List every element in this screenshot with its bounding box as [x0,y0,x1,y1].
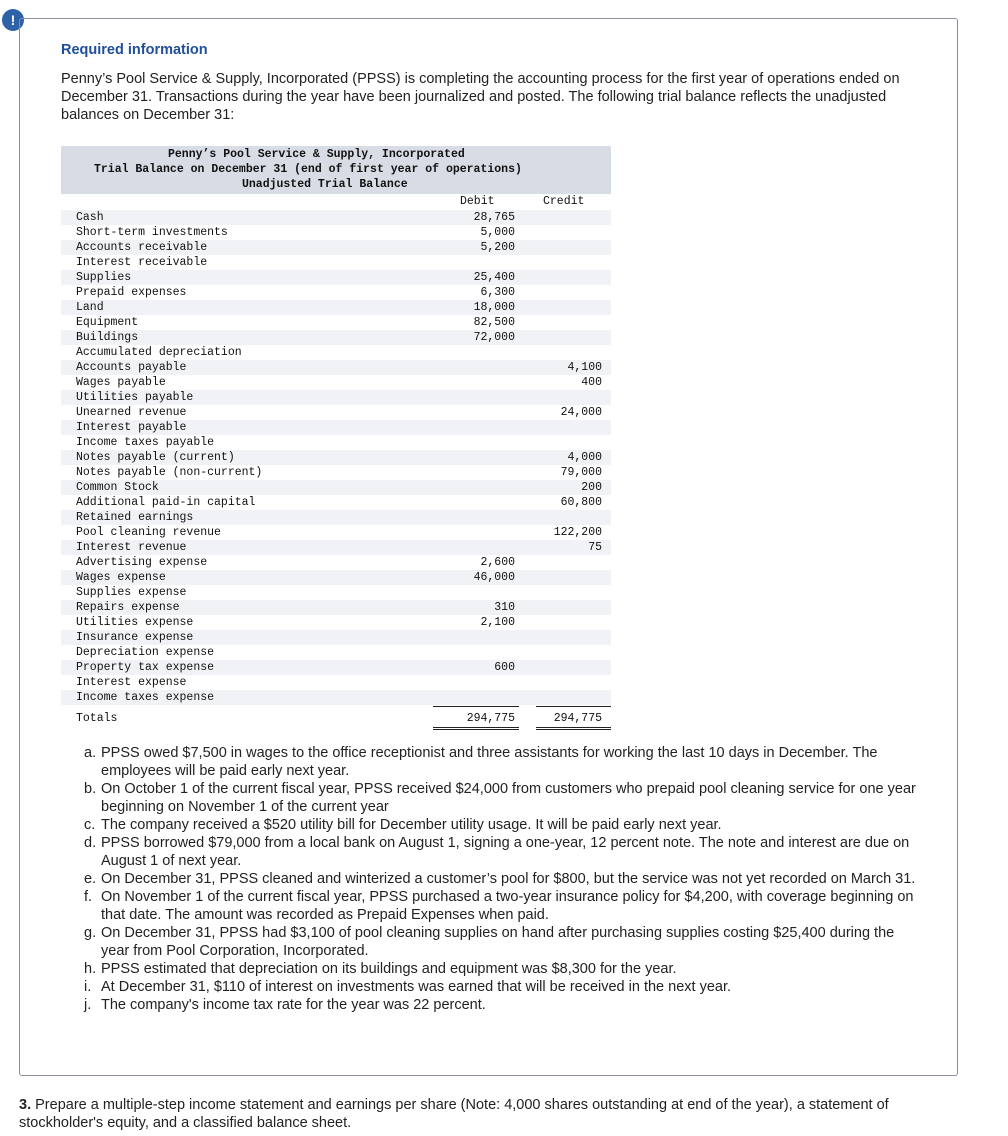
item-label: b. [84,781,97,797]
debit-amount: 6,300 [480,286,515,299]
list-item [84,996,924,1014]
table-row [61,255,611,270]
account-name: Insurance expense [76,631,194,644]
totals-label: Totals [76,712,118,725]
table-row [61,330,611,345]
item-label: g. [84,925,97,941]
trial-balance-caption: Unadjusted Trial Balance [242,178,408,191]
account-name: Buildings [76,331,139,344]
trial-balance-table [61,146,611,730]
account-name: Advertising expense [76,556,208,569]
item-label: f. [84,889,93,905]
trial-balance-subtitle: Trial Balance on December 31 (end of first year of operations) [94,163,522,176]
item-text: On October 1 of the current fiscal year, PPSS received $24,000 from customers who prepaid pool cleaning service for one year beginning on November 1 of the current year [101,781,916,815]
item-label: c. [84,817,96,833]
credit-amount: 122,200 [553,526,602,539]
debit-amount: 310 [494,601,515,614]
table-row [61,480,611,495]
table-row [61,270,611,285]
table-row [61,555,611,570]
account-name: Accounts payable [76,361,187,374]
account-name: Interest revenue [76,541,187,554]
account-name: Prepaid expenses [76,286,187,299]
list-item [84,924,924,960]
account-name: Depreciation expense [76,646,215,659]
item-label: a. [84,745,97,761]
credit-amount: 75 [588,541,602,554]
item-text: At December 31, $110 of interest on investments was earned that will be received in the next year. [101,979,732,995]
table-row [61,690,611,705]
item-text: On December 31, PPSS cleaned and winterized a customer’s pool for $800, but the service was not yet recorded on March 31. [101,871,916,887]
table-row [61,315,611,330]
account-name: Unearned revenue [76,406,187,419]
credit-amount: 24,000 [560,406,602,419]
table-row [61,300,611,315]
table-row [61,240,611,255]
account-name: Common Stock [76,481,159,494]
account-name: Notes payable (non-current) [76,466,263,479]
debit-amount: 5,200 [480,241,515,254]
account-name: Wages payable [76,376,166,389]
list-item [84,960,924,978]
debit-amount: 18,000 [473,301,515,314]
debit-amount: 25,400 [473,271,515,284]
item-text: On December 31, PPSS had $3,100 of pool cleaning supplies on hand after purchasing supplies costing $25,400 during the year from Pool Corporation, Incorporated. [101,925,895,959]
account-name: Notes payable (current) [76,451,235,464]
task-text: Prepare a multiple-step income statement and earnings per share (Note: 4,000 shares outstanding at end of the year), a statement of stockholder's equity, and a classified balance sheet. [19,1097,889,1131]
table-row [61,510,611,525]
table-row [61,570,611,585]
panel-title: Required information [61,42,208,58]
account-name: Utilities expense [76,616,194,629]
account-name: Accounts receivable [76,241,208,254]
credit-double-rule [536,727,611,730]
adjustment-items-list [84,744,924,1014]
credit-amount: 4,100 [567,361,602,374]
account-name: Interest receivable [76,256,208,269]
credit-amount: 79,000 [560,466,602,479]
table-row [61,405,611,420]
table-row [61,495,611,510]
table-row [61,525,611,540]
account-name: Interest expense [76,676,187,689]
trial-balance-header [61,146,611,194]
list-item [84,780,924,816]
company-name: Penny’s Pool Service & Supply, Incorporated [168,148,465,161]
account-name: Supplies [76,271,132,284]
credit-total-rule [536,706,611,707]
debit-amount: 5,000 [480,226,515,239]
account-name: Additional paid-in capital [76,496,256,509]
alert-icon: ! [2,9,24,31]
item-label: e. [84,871,97,887]
table-row [61,645,611,660]
trial-balance-rows [61,210,611,705]
credit-column-header: Credit [543,195,585,208]
list-item [84,816,924,834]
account-name: Cash [76,211,104,224]
debit-amount: 82,500 [473,316,515,329]
debit-double-rule [433,727,519,730]
debit-amount: 46,000 [473,571,515,584]
account-name: Income taxes expense [76,691,215,704]
table-row [61,630,611,645]
credit-amount: 60,800 [560,496,602,509]
account-name: Accumulated depreciation [76,346,242,359]
credit-total: 294,775 [553,712,602,725]
task-instruction [19,1096,959,1132]
table-row [61,465,611,480]
debit-amount: 72,000 [473,331,515,344]
item-label: i. [84,979,92,995]
item-text: PPSS borrowed $79,000 from a local bank on August 1, signing a one-year, 12 percent note. The note and interest are due on August 1 of next year. [101,835,910,869]
table-row [61,615,611,630]
item-text: The company received a $520 utility bill for December utility usage. It will be paid early next year. [101,817,722,833]
task-number: 3. [19,1097,32,1113]
table-row [61,600,611,615]
list-item [84,870,924,888]
list-item [84,744,924,780]
list-item [84,978,924,996]
account-name: Supplies expense [76,586,187,599]
table-row [61,435,611,450]
account-name: Short-term investments [76,226,228,239]
account-name: Income taxes payable [76,436,215,449]
intro-paragraph: Penny’s Pool Service & Supply, Incorporated (PPSS) is completing the accounting process for the first year of operations ended on December 31. Transactions during the year have been journalized and posted. The following trial balance reflects the unadjusted balances on December 31: [61,71,900,123]
item-label: j. [84,997,92,1013]
table-row [61,225,611,240]
debit-column-header: Debit [460,195,495,208]
column-headers [61,194,611,210]
debit-amount: 600 [494,661,515,674]
table-row [61,660,611,675]
debit-total: 294,775 [466,712,515,725]
table-row [61,360,611,375]
debit-amount: 28,765 [473,211,515,224]
table-row [61,285,611,300]
table-row [61,345,611,360]
table-row [61,210,611,225]
list-item [84,888,924,924]
item-label: d. [84,835,97,851]
item-label: h. [84,961,97,977]
table-row [61,390,611,405]
item-text: The company's income tax rate for the year was 22 percent. [101,997,486,1013]
table-row [61,375,611,390]
account-name: Land [76,301,104,314]
account-name: Pool cleaning revenue [76,526,221,539]
item-text: On November 1 of the current fiscal year, PPSS purchased a two-year insurance policy for $4,200, with coverage beginning on that date. The amount was recorded as Prepaid Expenses when paid. [101,889,914,923]
credit-amount: 4,000 [567,451,602,464]
account-name: Interest payable [76,421,187,434]
account-name: Repairs expense [76,601,180,614]
account-name: Wages expense [76,571,166,584]
totals-row [61,706,611,730]
account-name: Retained earnings [76,511,194,524]
debit-total-rule [433,706,519,707]
debit-amount: 2,100 [480,616,515,629]
list-item [84,834,924,870]
credit-amount: 400 [581,376,602,389]
item-text: PPSS owed $7,500 in wages to the office receptionist and three assistants for working the last 10 days in December. The employees will be paid early next year. [101,745,878,779]
debit-amount: 2,600 [480,556,515,569]
table-row [61,675,611,690]
credit-amount: 200 [581,481,602,494]
table-row [61,540,611,555]
account-name: Utilities payable [76,391,194,404]
table-row [61,420,611,435]
table-row [61,585,611,600]
account-name: Equipment [76,316,139,329]
item-text: PPSS estimated that depreciation on its buildings and equipment was $8,300 for the year. [101,961,677,977]
account-name: Property tax expense [76,661,215,674]
table-row [61,450,611,465]
